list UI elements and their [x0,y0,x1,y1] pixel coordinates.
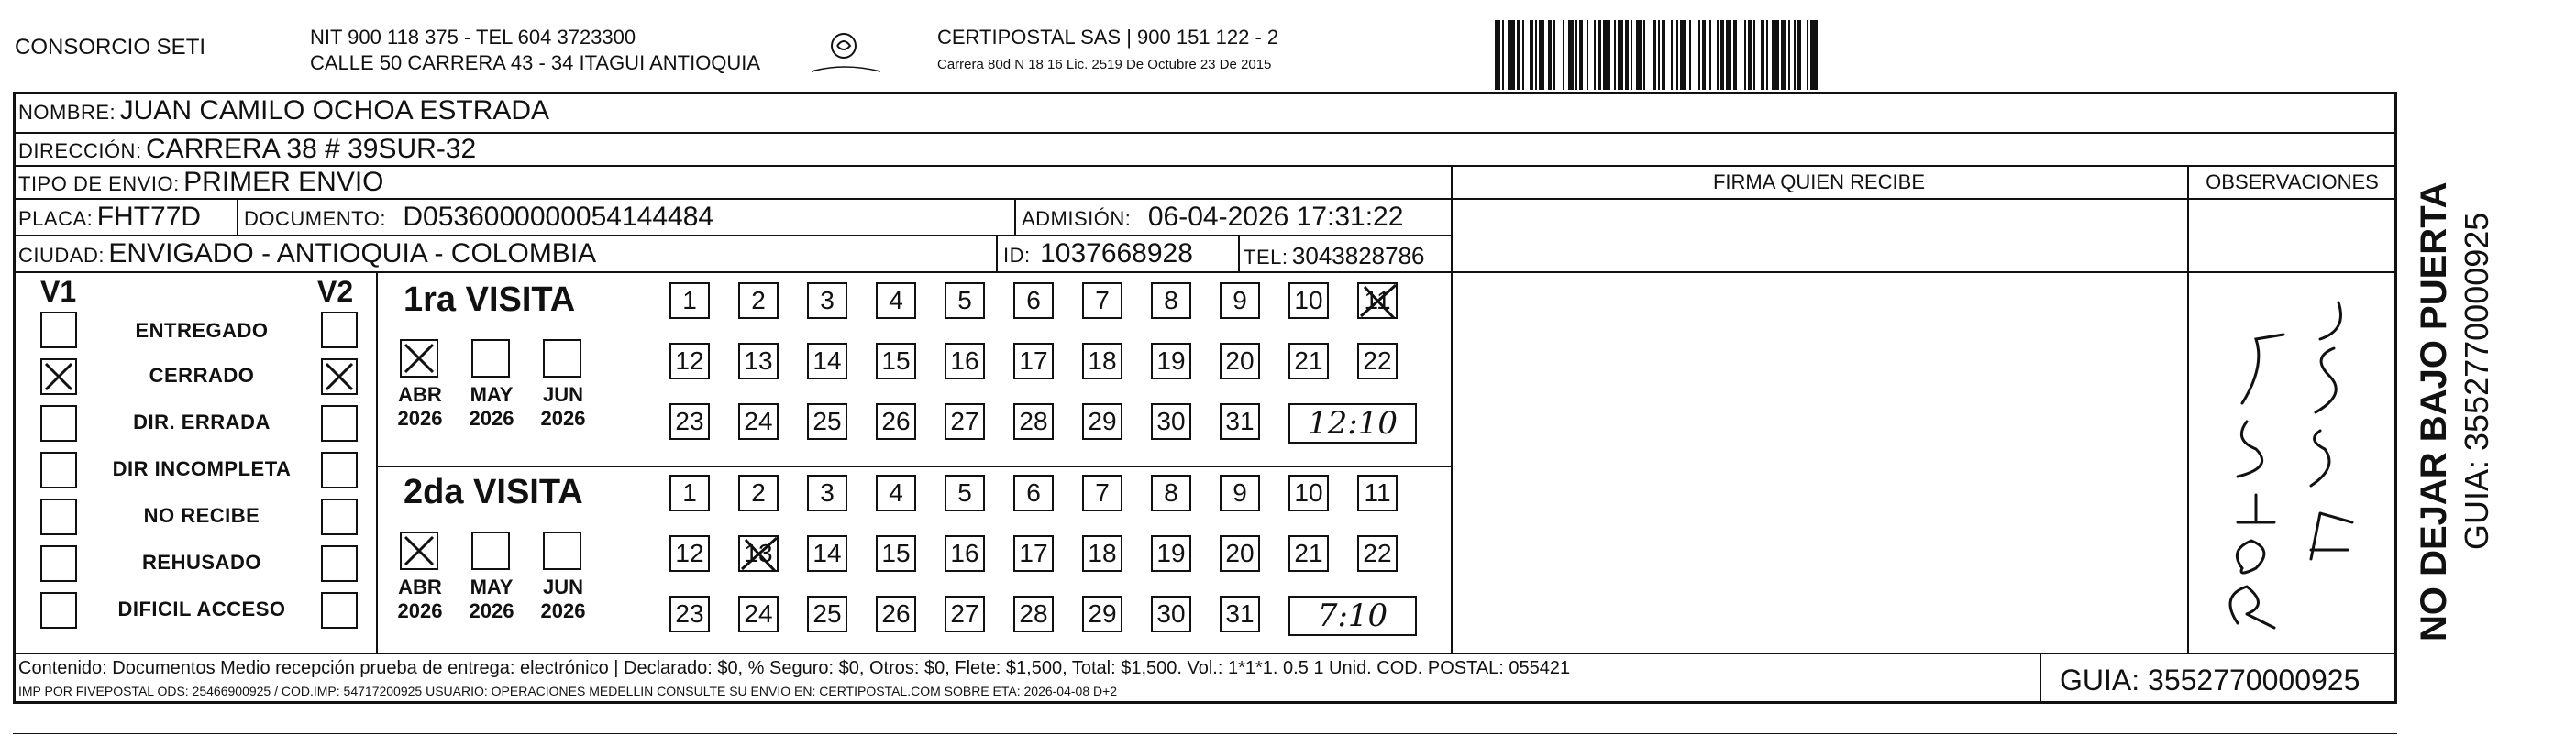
footer-imp: IMP POR FIVEPOSTAL ODS: 25466900925 / COD.IMP: 54717200925 USUARIO: OPERACIONES MEDELLIN CONSULTE SU ENVIO EN: CERTIPOSTAL.COM SOBRE ETA: 2026-04-08 D+2 [18,684,1118,698]
visita2-day-mark [736,532,782,575]
nombre-value: JUAN CAMILO OCHOA ESTRADA [119,95,550,126]
visita2-day-box[interactable]: 6 [1013,475,1054,511]
observaciones-handwriting [2201,293,2384,642]
visita1-day-box[interactable]: 4 [876,282,916,319]
visita1-month-year: 2026 [540,407,586,430]
visita1-day-box[interactable]: 19 [1151,343,1191,379]
visita1-time-box: 12:10 [1288,403,1417,444]
footer-contenido: Contenido: Documentos Medio recepción prueba de entrega: electrónico | Declarado: $0, % Seguro: $0, Otros: $0, Flete: $1,500, Total: $1,500. Vol.: 1*1*1. 0.5 1 Unid. COD. POSTAL: 055421 [18,658,1571,678]
v2-checkbox[interactable] [321,452,358,488]
visita1-month-label: JUN [542,383,583,406]
visita1-day-mark [1355,280,1401,322]
side-guia-text: GUIA: 3552770000925 [2458,212,2495,550]
visita2-day-box[interactable]: 20 [1220,535,1260,572]
visita1-day-box[interactable]: 18 [1082,343,1122,379]
visita2-day-box[interactable]: 22 [1357,535,1398,572]
v1-checkbox[interactable] [40,592,77,629]
visita1-day-box[interactable]: 20 [1220,343,1260,379]
ciudad-value: ENVIGADO - ANTIOQUIA - COLOMBIA [108,238,597,269]
visita2-day-box[interactable]: 26 [876,596,916,632]
documento-field [244,202,713,233]
visita1-day-box[interactable]: 17 [1013,343,1054,379]
visita2-day-box[interactable]: 5 [945,475,985,511]
visita1-month-year: 2026 [397,407,443,430]
ciudad-field [18,238,596,269]
footer-guia: GUIA: 3552770000925 [2060,664,2360,697]
visita2-day-box[interactable]: 29 [1082,596,1122,632]
visita1-day-box[interactable]: 27 [945,403,985,440]
visita2-day-box[interactable]: 17 [1013,535,1054,572]
visita1-month-checkbox[interactable] [400,339,438,378]
visita2-day-box[interactable]: 4 [876,475,916,511]
visita2-day-box[interactable]: 9 [1220,475,1260,511]
visita2-month-checkbox[interactable] [471,532,510,570]
visita1-day-box[interactable]: 9 [1220,282,1260,319]
v2-label: V2 [317,275,354,308]
visita2-month-checkbox[interactable] [543,532,581,570]
visita2-month-year: 2026 [540,599,586,622]
visita1-day-box[interactable]: 1 [669,282,710,319]
status-label: DIR INCOMPLETA [112,457,292,480]
visita2-day-box[interactable]: 16 [945,535,985,572]
firma-label: FIRMA QUIEN RECIBE [1712,170,1926,193]
visita2-day-box[interactable]: 21 [1288,535,1329,572]
id-value: 1037668928 [1040,238,1193,269]
tipo-row [18,167,384,198]
id-label: ID: [1003,244,1031,267]
placa-value: FHT77D [96,202,202,232]
visita1-day-box[interactable]: 6 [1013,282,1054,319]
visita1-day-box[interactable]: 30 [1151,403,1191,440]
visita2-day-box[interactable]: 10 [1288,475,1329,511]
nombre-label: NOMBRE: [18,101,116,124]
visita2-title: 2da VISITA [404,473,583,511]
visita2-day-box[interactable]: 25 [807,596,847,632]
v1-checkbox[interactable] [40,545,77,582]
ciudad-label: CIUDAD: [18,244,105,267]
visita2-month-label: JUN [542,576,583,598]
visita2-month-year: 2026 [469,599,514,622]
certipostal-line: CERTIPOSTAL SAS | 900 151 122 - 2 [937,26,1279,49]
visita2-day-box[interactable]: 31 [1220,596,1260,632]
visita2-day-box[interactable]: 3 [807,475,847,511]
v1-checkbox[interactable] [40,358,77,395]
admision-field [1022,202,1403,233]
visita2-day-box[interactable]: 28 [1013,596,1054,632]
visita1-day-box[interactable]: 29 [1082,403,1122,440]
v1-label: V1 [40,275,77,308]
direccion-value: CARRERA 38 # 39SUR-32 [146,134,477,164]
documento-value: D0536000000054144484 [403,202,714,232]
status-label: REHUSADO [142,551,261,574]
company-name: CONSORCIO SETI [15,35,206,60]
visita1-month-year: 2026 [469,407,514,430]
visita2-month-year: 2026 [397,599,443,622]
nit-line: NIT 900 118 375 - TEL 604 3723300 [310,26,636,49]
visita1-day-box[interactable]: 22 [1357,343,1398,379]
visita2-day-box[interactable]: 2 [738,475,779,511]
visita2-month-label: ABR [398,576,442,598]
v1-checkbox[interactable] [40,312,77,348]
visita1-day-box[interactable]: 2 [738,282,779,319]
placa-field [18,202,201,233]
visita1-day-box[interactable]: 31 [1220,403,1260,440]
visita1-day-box[interactable]: 25 [807,403,847,440]
visita1-day-box[interactable]: 16 [945,343,985,379]
certipostal-logo-icon [807,27,899,77]
visita2-day-box[interactable]: 7 [1082,475,1122,511]
tel-value: 3043828786 [1291,242,1425,269]
v2-checkbox[interactable] [321,405,358,442]
visita1-day-box[interactable]: 24 [738,403,779,440]
direccion-row [18,134,476,165]
tel-field [1244,242,1425,270]
visita1-day-box[interactable]: 7 [1082,282,1122,319]
visita1-day-box[interactable]: 21 [1288,343,1329,379]
address-line: CALLE 50 CARRERA 43 - 34 ITAGUI ANTIOQUIA [310,51,761,74]
admision-label: ADMISIÓN: [1022,207,1132,230]
visita1-month-checkbox[interactable] [471,339,510,378]
visita2-day-box[interactable]: 15 [876,535,916,572]
visita2-month-checkbox[interactable] [400,532,438,570]
tel-label: TEL: [1244,246,1288,269]
visita2-day-box[interactable]: 27 [945,596,985,632]
visita1-month-label: ABR [398,383,442,406]
status-label: DIFICIL ACCESO [117,598,286,620]
visita1-title: 1ra VISITA [404,280,576,319]
visita1-day-box[interactable]: 5 [945,282,985,319]
visita1-day-box[interactable]: 11 [1357,282,1398,319]
visita1-day-box[interactable]: 23 [669,403,710,440]
status-label: ENTREGADO [135,319,269,342]
nombre-row [18,95,549,126]
status-label: NO RECIBE [143,504,260,527]
visita2-day-box[interactable]: 12 [669,535,710,572]
visita1-day-box[interactable]: 28 [1013,403,1054,440]
visita1-month-label: MAY [470,383,514,406]
visita2-day-box[interactable]: 11 [1357,475,1398,511]
visita2-day-box[interactable]: 18 [1082,535,1122,572]
v1-checkbox[interactable] [40,405,77,442]
visita2-time-box: 7:10 [1288,596,1417,636]
direccion-label: DIRECCIÓN: [18,139,142,162]
visita2-day-box[interactable]: 13 [738,535,779,572]
visita1-month-checkbox[interactable] [543,339,581,378]
v2-checkbox[interactable] [321,358,358,395]
v2-checkbox[interactable] [321,499,358,535]
visita2-day-box[interactable]: 14 [807,535,847,572]
tipo-value: PRIMER ENVIO [183,167,384,197]
visita2-day-box[interactable]: 1 [669,475,710,511]
visita2-day-box[interactable]: 8 [1151,475,1191,511]
visita1-day-box[interactable]: 14 [807,343,847,379]
v2-checkbox[interactable] [321,312,358,348]
admision-value: 06-04-2026 17:31:22 [1147,202,1404,232]
status-label: DIR. ERRADA [133,411,271,433]
placa-label: PLACA: [18,207,94,230]
visita2-day-box[interactable]: 24 [738,596,779,632]
visita1-day-box[interactable]: 10 [1288,282,1329,319]
visita1-day-box[interactable]: 12 [669,343,710,379]
status-label: CERRADO [149,364,255,387]
id-field [1003,238,1193,269]
v1-checkbox[interactable] [40,452,77,488]
visita1-day-box[interactable]: 8 [1151,282,1191,319]
visita1-day-box[interactable]: 26 [876,403,916,440]
v2-checkbox[interactable] [321,545,358,582]
visita2-day-box[interactable]: 23 [669,596,710,632]
v2-checkbox[interactable] [321,592,358,629]
visita2-day-box[interactable]: 19 [1151,535,1191,572]
no-dejar-text: NO DEJAR BAJO PUERTA [2414,181,2454,642]
visita1-day-box[interactable]: 3 [807,282,847,319]
visita1-day-box[interactable]: 13 [738,343,779,379]
tipo-label: TIPO DE ENVIO: [18,172,180,195]
visita2-month-label: MAY [470,576,514,598]
barcode [1495,20,2210,90]
documento-label: DOCUMENTO: [244,207,386,230]
v1-checkbox[interactable] [40,499,77,535]
license-line: Carrera 80d N 18 16 Lic. 2519 De Octubre 23 De 2015 [937,57,1272,72]
visita2-day-box[interactable]: 30 [1151,596,1191,632]
observaciones-label: OBSERVACIONES [2206,170,2379,193]
visita1-day-box[interactable]: 15 [876,343,916,379]
